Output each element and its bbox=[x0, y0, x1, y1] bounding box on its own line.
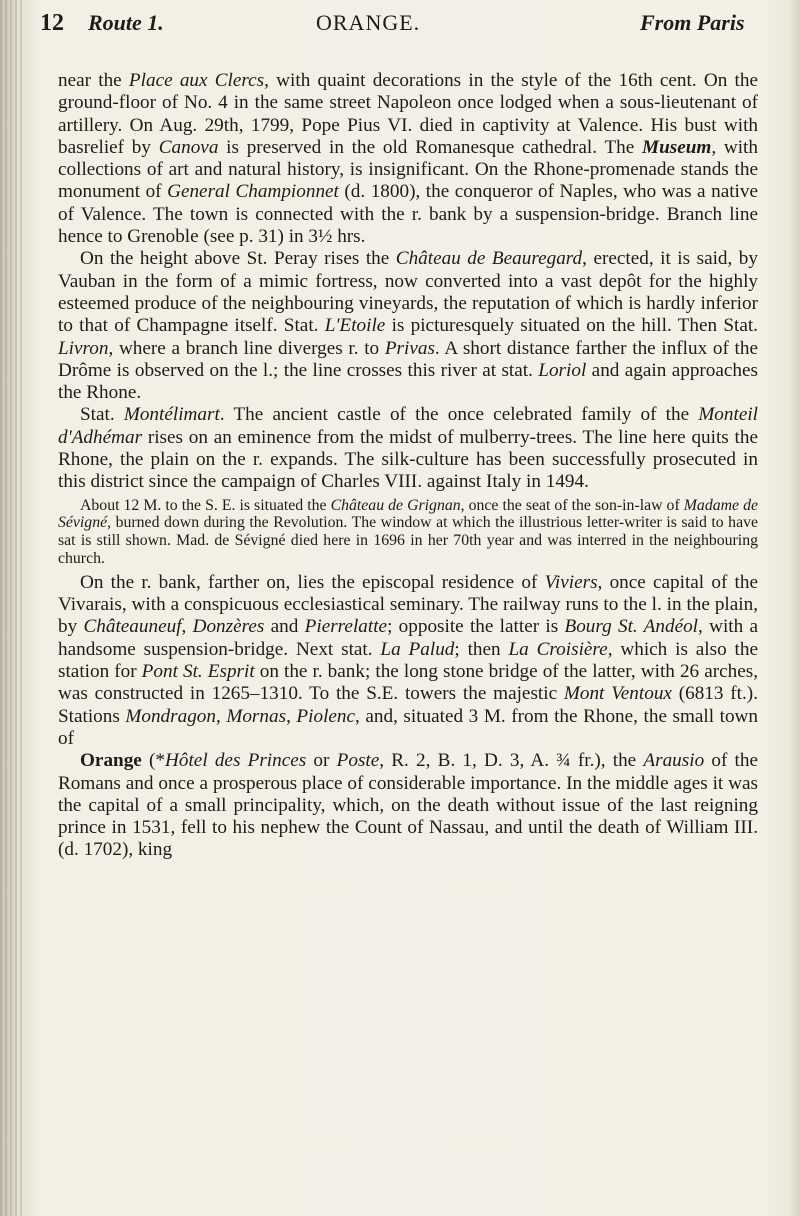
italic-text: General Championnet bbox=[167, 181, 339, 203]
italic-text: L'Etoile bbox=[324, 315, 386, 337]
text-run: rises on an eminence from the midst of mulberry-trees. The line here quits the Rhone, the plain on the r. expands. The silk-culture has been successfully prosecuted in this district since the campaign of Charles VIII. against Italy in 1494. bbox=[58, 426, 758, 493]
route-label: Route 1. bbox=[88, 10, 164, 35]
book-binding-edge bbox=[0, 0, 22, 1216]
paragraph bbox=[58, 404, 758, 493]
footnote-paragraph bbox=[58, 497, 758, 568]
italic-text: Hôtel des Princes bbox=[165, 750, 307, 772]
text-run: (6813 ft.). Stations bbox=[58, 683, 758, 727]
italic-text: Place aux Clercs bbox=[128, 70, 265, 91]
italic-text: Monteil d'Adhémar bbox=[58, 404, 758, 448]
text-run: on the r. bank; the long stone bridge of the latter, with 26 arches, was constructed in 1265–1310. To the S.E. towers the majestic bbox=[58, 661, 758, 705]
text-run: , with quaint decorations in the style of the 16th cent. On the ground-floor of No. 4 in the same street Napoleon once lodged when a sous-lieutenant of artillery. On Aug. 29th, 1799, Pope Pius VI. died in captivity at Valence. His bust with basrelief by bbox=[58, 70, 758, 158]
italic-text: Pont St. Esprit bbox=[141, 661, 255, 683]
paragraph bbox=[58, 70, 758, 248]
paragraph bbox=[58, 248, 758, 404]
italic-text: Châteauneuf bbox=[83, 616, 182, 638]
text-run: and again approaches the Rhone. bbox=[58, 359, 759, 404]
italic-text: Mont Ventoux bbox=[563, 683, 672, 705]
text-run: , once the seat of the son-in-law of bbox=[460, 496, 684, 514]
text-run: , which is also the station for bbox=[58, 638, 758, 683]
body-text bbox=[58, 70, 758, 862]
italic-text bbox=[642, 137, 711, 158]
text-run: About 12 M. to the S. E. is situated the bbox=[80, 496, 331, 514]
italic-text: Poste bbox=[336, 750, 380, 772]
text-run: . The ancient castle of the once celebrated family of the bbox=[219, 404, 699, 426]
text-run: , and, situated 3 M. from the Rhone, the small town of bbox=[58, 705, 759, 749]
italic-text: Château de Grignan bbox=[330, 496, 461, 514]
italic-text: Viviers bbox=[544, 571, 598, 593]
italic-text: Château de Beauregard bbox=[395, 248, 583, 270]
text-run: near the bbox=[58, 70, 129, 91]
page-title: ORANGE. bbox=[316, 10, 421, 35]
text-run: , erected, it is said, by Vauban in the form of a mimic fortress, now converted into a vast depôt for the highly esteemed produce of the neighbouring vineyards, the reputation of which is hardly inferior to that of Champagne itself. Stat. bbox=[58, 248, 758, 337]
text-run: and bbox=[264, 616, 305, 638]
page-number: 12 bbox=[40, 10, 64, 36]
italic-text: Montélimart bbox=[123, 404, 220, 426]
text-run: , R. 2, B. 1, D. 3, A. ¾ fr.), the bbox=[379, 750, 644, 772]
italic-text: Arausio bbox=[643, 750, 705, 772]
bold-text: Orange bbox=[80, 750, 142, 772]
italic-text: Livron bbox=[58, 337, 109, 359]
text-run: , with a handsome suspension-bridge. Next stat. bbox=[58, 616, 758, 660]
text-run: , burned down during the Revolution. The window at which the illustrious letter-writer is said to have sat is still shown. Mad. de Sévigné died here in 1696 in her 70th year and was interred in the neighbouring church. bbox=[58, 514, 758, 568]
italic-text: Loriol bbox=[538, 359, 587, 381]
text-run: or bbox=[306, 750, 337, 772]
italic-text: La Palud bbox=[380, 638, 455, 660]
emphasis-text: Museum bbox=[642, 136, 712, 158]
italic-text: Bourg St. Andéol bbox=[564, 616, 699, 638]
text-run: ; opposite the latter is bbox=[387, 616, 565, 638]
text-run: Stat. bbox=[80, 404, 124, 426]
italic-text: Pierrelatte bbox=[304, 616, 388, 638]
text-run: , where a branch line diverges r. to bbox=[108, 337, 385, 359]
text-run: (* bbox=[141, 750, 166, 772]
italic-text: Piolenc bbox=[296, 705, 356, 727]
text-run: , bbox=[181, 616, 193, 638]
text-run: , bbox=[216, 705, 227, 727]
text-run: , bbox=[286, 705, 297, 727]
italic-text: Privas bbox=[384, 337, 435, 359]
text-run: , once capital of the Vivarais, with a conspicuous ecclesiastical seminary. The railway runs to the l. in the plain, by bbox=[58, 571, 758, 638]
italic-text: La Croisière bbox=[508, 638, 608, 660]
italic-text: Mondragon bbox=[125, 705, 216, 727]
paragraph bbox=[58, 572, 758, 750]
text-run: (d. 1800), the conqueror of Naples, who was a native of Valence. The town is connected with the r. bank by a suspension-bridge. Branch line hence to Grenoble (see p. 31) in 3½ hrs. bbox=[58, 181, 758, 248]
italic-text: Mornas bbox=[226, 705, 287, 727]
italic-text: Canova bbox=[158, 136, 219, 158]
italic-text: Donzères bbox=[192, 616, 265, 638]
text-run: of the Romans and once a prosperous place of considerable importance. In the middle ages it was the capital of a small principality, which, on the death without issue of the last reigning prince in 1531, fell to his nephew the Count of Nassau, and until the death of William III. (d. 1702), king bbox=[58, 750, 758, 861]
italic-text: Madame de Sévigné bbox=[58, 496, 758, 532]
text-run: . A short distance farther the influx of the Drôme is observed on the l.; the line crosses this river at stat. bbox=[58, 337, 758, 381]
route-origin: From Paris bbox=[640, 10, 745, 35]
running-header bbox=[36, 10, 772, 44]
text-run: is picturesquely situated on the hill. Then Stat. bbox=[385, 315, 758, 337]
text-run: On the height above St. Peray rises the bbox=[80, 248, 396, 270]
text-run: On the r. bank, farther on, lies the episcopal residence of bbox=[80, 571, 545, 593]
text-run: , with collections of art and natural history, is insignificant. On the Rhone-promenade stands the monument of bbox=[58, 136, 758, 203]
text-run: is preserved in the old Romanesque cathedral. The bbox=[218, 136, 643, 158]
text-run: ; then bbox=[454, 638, 509, 660]
paragraph bbox=[58, 750, 758, 861]
